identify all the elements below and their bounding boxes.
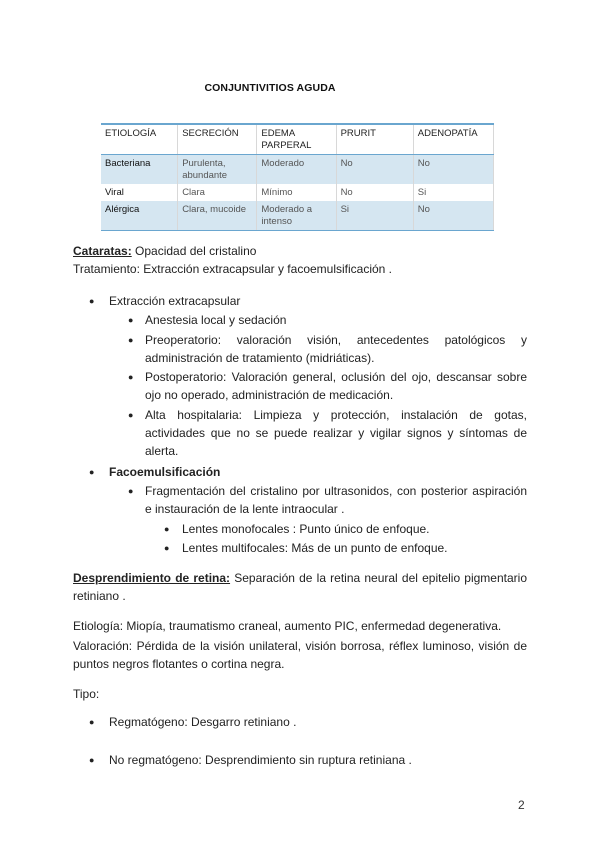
list-subitem: Lentes monofocales : Punto único de enfoque.	[182, 522, 430, 536]
cataratas-tratamiento: Tratamiento: Extracción extracapsular y facoemulsificación .	[73, 262, 393, 276]
bullet-icon: ●	[128, 315, 134, 325]
page-number: 2	[518, 798, 525, 812]
list-item: Regmatógeno: Desgarro retiniano .	[109, 715, 297, 729]
desprendimiento-etiologia: Etiología: Miopía, traumatismo craneal, aumento PIC, enfermedad degenerativa.	[73, 619, 502, 633]
bullet-icon: ●	[89, 296, 95, 306]
table-cell: Purulenta, abundante	[178, 155, 257, 185]
table-cell: No	[336, 184, 413, 201]
table-header: EDEMA PARPERAL	[257, 124, 336, 155]
cataratas-definition: Opacidad del cristalino	[131, 244, 257, 258]
table-cell: Viral	[101, 184, 178, 201]
table-cell: No	[413, 201, 493, 231]
table-cell: Moderado	[257, 155, 336, 185]
desprendimiento-definition: Separación de la retina neural del epitelio pigmentario retiniano .	[73, 571, 527, 603]
bullet-icon: ●	[89, 755, 95, 765]
bullet-icon: ●	[89, 467, 95, 477]
list-item: No regmatógeno: Desprendimiento sin ruptura retiniana .	[109, 753, 412, 767]
list-item: Anestesia local y sedación	[145, 313, 287, 327]
table-cell: No	[413, 155, 493, 185]
faco-label: Facoemulsificación	[109, 465, 221, 479]
bullet-icon: ●	[128, 335, 134, 345]
bullet-icon: ●	[89, 717, 95, 727]
table-row	[101, 201, 494, 231]
table-cell: Clara	[178, 184, 257, 201]
etiology-table	[101, 123, 494, 231]
table-title: CONJUNTIVITIOS AGUDA	[204, 82, 336, 94]
bullet-icon: ●	[128, 410, 134, 420]
table-header-row	[101, 124, 494, 155]
desprendimiento-valoracion: Valoración: Pérdida de la visión unilateral, visión borrosa, réflex luminoso, visión de puntos negros flotantes o cortina negra.	[73, 639, 527, 671]
desprendimiento-heading: Desprendimiento de retina:	[73, 571, 231, 585]
table-cell: Alérgica	[101, 201, 178, 231]
list-subitem: Lentes multifocales: Más de un punto de enfoque.	[182, 541, 448, 555]
table-cell: Mínimo	[257, 184, 336, 201]
table-cell: Clara, mucoide	[178, 201, 257, 231]
table-header: ADENOPATÍA	[413, 124, 493, 155]
table-header: ETIOLOGÍA	[101, 124, 178, 155]
table-row	[101, 155, 494, 185]
list-item: Alta hospitalaria: Limpieza y protección, instalación de gotas, actividades que no se puede realizar y vigilar signos y síntomas de alerta.	[145, 408, 527, 458]
list-item: Postoperatorio: Valoración general, oclusión del ojo, descansar sobre ojo no operado, administración de medicación.	[145, 370, 527, 402]
extraccion-label: Extracción extracapsular	[109, 294, 241, 308]
bullet-icon: ●	[128, 486, 134, 496]
table-row	[101, 184, 494, 201]
table-header: SECRECIÓN	[178, 124, 257, 155]
table-cell: Moderado a intenso	[257, 201, 336, 231]
cataratas-heading: Cataratas:	[73, 244, 132, 258]
bullet-icon: ●	[164, 524, 170, 534]
table-header: PRURIT	[336, 124, 413, 155]
bullet-icon: ●	[128, 372, 134, 382]
table-cell: Bacteriana	[101, 155, 178, 185]
cataratas-paragraph	[73, 242, 533, 260]
table-cell: Si	[413, 184, 493, 201]
table-cell: Si	[336, 201, 413, 231]
bullet-icon: ●	[164, 543, 170, 553]
desprendimiento-paragraph	[73, 569, 527, 605]
list-item: Preoperatorio: valoración visión, antecedentes patológicos y administración de tratamiento (midriáticas).	[145, 333, 527, 365]
tipo-label: Tipo:	[73, 687, 100, 701]
list-item: Fragmentación del cristalino por ultrasonidos, con posterior aspiración e instauración de la lente intraocular .	[145, 484, 527, 516]
table-cell: No	[336, 155, 413, 185]
